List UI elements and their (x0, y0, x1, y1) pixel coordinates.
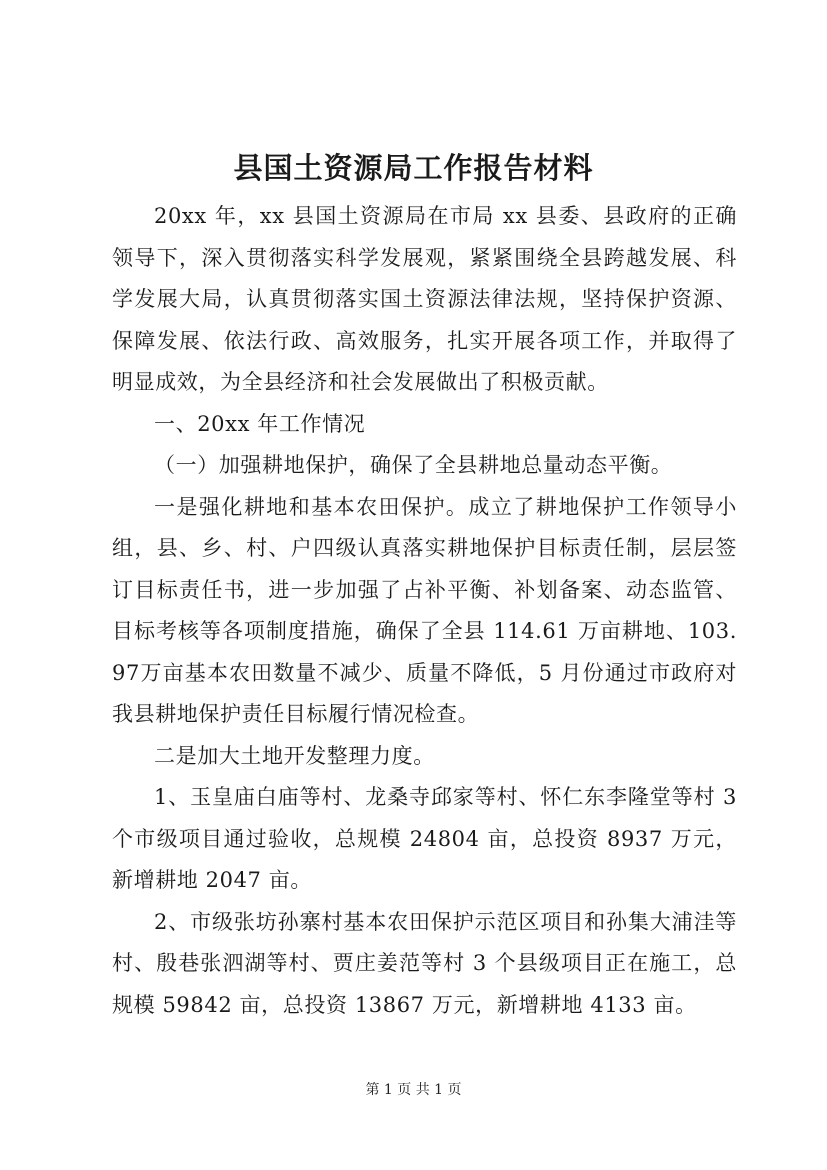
paragraph-item-2: 2、市级张坊孙寨村基本农田保护示范区项目和孙集大浦洼等村、殷巷张泗湖等村、贾庄姜范等村 3 个县级项目正在施工，总规模 59842 亩，总投资 13867 万元，新增耕地 4133 亩。 (112, 909, 737, 1017)
paragraph-item-1: 1、玉皇庙白庙等村、龙桑寺邱家等村、怀仁东李隆堂等村 3个市级项目通过验收，总规模 24804 亩，总投资 8937 万元，新增耕地 2047 亩。 (112, 785, 737, 892)
paragraph-intro: 20xx 年，xx 县国土资源局在市局 xx 县委、县政府的正确领导下，深入贯彻落实科学发展观，紧紧围绕全县跨越发展、科学发展大局，认真贯彻落实国土资源法律法规，坚持保护资源、保障发展、依法行政、高效服务，扎实开展各项工作，并取得了明显成效，为全县经济和社会发展做出了积极贡献。 (112, 204, 737, 394)
paragraph-land-development: 二是加大土地开发整理力度。 (154, 743, 435, 768)
document-title: 县国土资源局工作报告材料 (233, 151, 594, 185)
section-heading: 一、20xx 年工作情况 (154, 411, 366, 436)
paragraph-farmland-protection: 一是强化耕地和基本农田保护。成立了耕地保护工作领导小组，县、乡、村、户四级认真落实耕地保护目标责任制，层层签订目标责任书，进一步加强了占补平衡、补划备案、动态监管、目标考核等各项制度措施，确保了全县 114.61 万亩耕地、103.97万亩基本农田数量不减少、质量不降低，5 月份通过市政府对我县耕地保护责任目标履行情况检查。 (112, 494, 737, 726)
document-body (112, 196, 737, 1026)
page-footer: 第 1 页 共 1 页 (365, 1082, 462, 1098)
subsection-heading: （一）加强耕地保护，确保了全县耕地总量动态平衡。 (154, 453, 673, 477)
